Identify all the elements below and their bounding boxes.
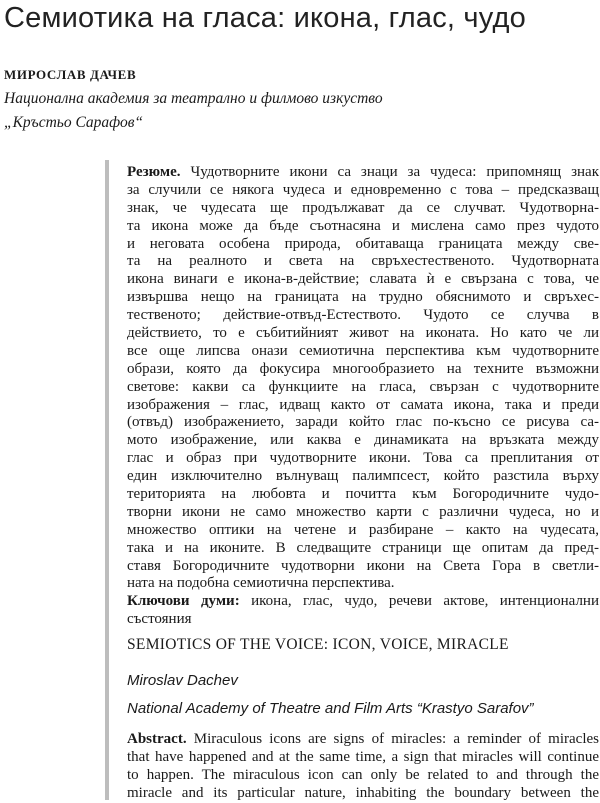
keywords-line — [127, 593, 599, 611]
abstract-line: множество оптики на четене и разбиране – както на чудесата, — [127, 521, 599, 538]
abstract-text: Чудотворните икони са знаци за чудеса: припомнящ знак — [190, 164, 599, 180]
abstract-line: to happen. The miraculous icon can only be related to and through the — [127, 766, 599, 783]
abstract-line: така и на иконите. В следващите страници ще опитам да пред- — [127, 539, 599, 556]
english-author: Miroslav Dachev — [127, 672, 238, 689]
abstract-line: извършва нещо на границата на трудно обяснимото и свръхес- — [127, 289, 599, 306]
abstract-label: Резюме. — [127, 164, 181, 180]
abstract-line: изображения – глас, идващ както от самата икона, така и преди — [127, 396, 599, 413]
abstract-line: глас и образ при чудотворните икони. Това са преплитания от — [127, 450, 599, 467]
english-title: SEMIOTICS OF THE VOICE: ICON, VOICE, MIRACLE — [127, 636, 509, 653]
abstract-line: и неговата особена природа, обитаваща границата между све- — [127, 235, 599, 252]
abstract-line — [127, 731, 599, 749]
affiliation-line: „Кръстьо Сарафов“ — [4, 114, 144, 131]
abstract-bg — [127, 164, 599, 629]
abstract-en — [127, 731, 599, 803]
abstract-line: ната на подобна семиотична перспектива. — [127, 575, 395, 592]
abstract-line: за случили се някога чудеса и едновременно с това – предсказващ — [127, 181, 599, 198]
abstract-side-rule — [105, 160, 109, 800]
affiliation-line: Национална академия за театрално и филмово изкуство — [4, 90, 383, 107]
abstract-line: та на реалното и света на свръхестественото. Чудотворната — [127, 253, 599, 270]
abstract-line: that have happened and at the same time, a sign that miracles will continue — [127, 748, 599, 765]
abstract-line: miracle and its particular nature, inhabiting the boundary between the — [127, 784, 599, 801]
keywords-text: икона, глас, чудо, речеви актове, интенционални — [251, 593, 599, 610]
abstract-line: мото изображение, или каква е динамиката на връзката между — [127, 432, 599, 449]
abstract-line: светове: какви са функциите на гласа, свързан с чудотворните — [127, 378, 599, 395]
abstract-line: един изключително вълнуващ палимпсест, който разстила върху — [127, 468, 599, 485]
abstract-line: все още липсва онази семиотична перспектива към чудотворните — [127, 342, 599, 359]
abstract-line: тественото; действие-отвъд-Естеството. Чудото се случва в — [127, 307, 599, 324]
abstract-line: знак, че чудесата ще продължават да се случват. Чудотворна- — [127, 199, 599, 216]
abstract-line: икона винаги е икона-в-действие; славата ѝ е свързана с това, че — [127, 271, 599, 288]
abstract-line: действието, то е събитийният живот на иконата. Но като че ли — [127, 325, 599, 342]
abstract-text: Miraculous icons are signs of miracles: a reminder of miracles — [193, 731, 599, 747]
abstract-line: ставя Богородичните чудотворни икони на Света Гора в светли- — [127, 557, 599, 574]
abstract-line: територията на любовта и почитта към Богородичните чудо- — [127, 486, 599, 503]
abstract-line: творни икони не само множество карти с различни чудеса, но и — [127, 503, 599, 520]
keywords-line: състояния — [127, 611, 192, 628]
abstract-label: Abstract. — [127, 731, 187, 747]
author-name: МИРОСЛАВ ДАЧЕВ — [4, 67, 137, 82]
article-title: Семиотика на гласа: икона, глас, чудо — [4, 2, 526, 34]
abstract-line: образи, която да фокусира многообразието на техните възможни — [127, 360, 599, 377]
abstract-line: та икона може да бъде съотнасяна и мислена само през чудото — [127, 217, 599, 234]
abstract-line: (отвъд) изображението, заради който глас по-късно се рисува са- — [127, 414, 599, 431]
keywords-label: Ключови думи: — [127, 593, 240, 610]
english-affiliation: National Academy of Theatre and Film Arts “Krastyo Sarafov” — [127, 700, 534, 717]
abstract-line — [127, 164, 599, 182]
